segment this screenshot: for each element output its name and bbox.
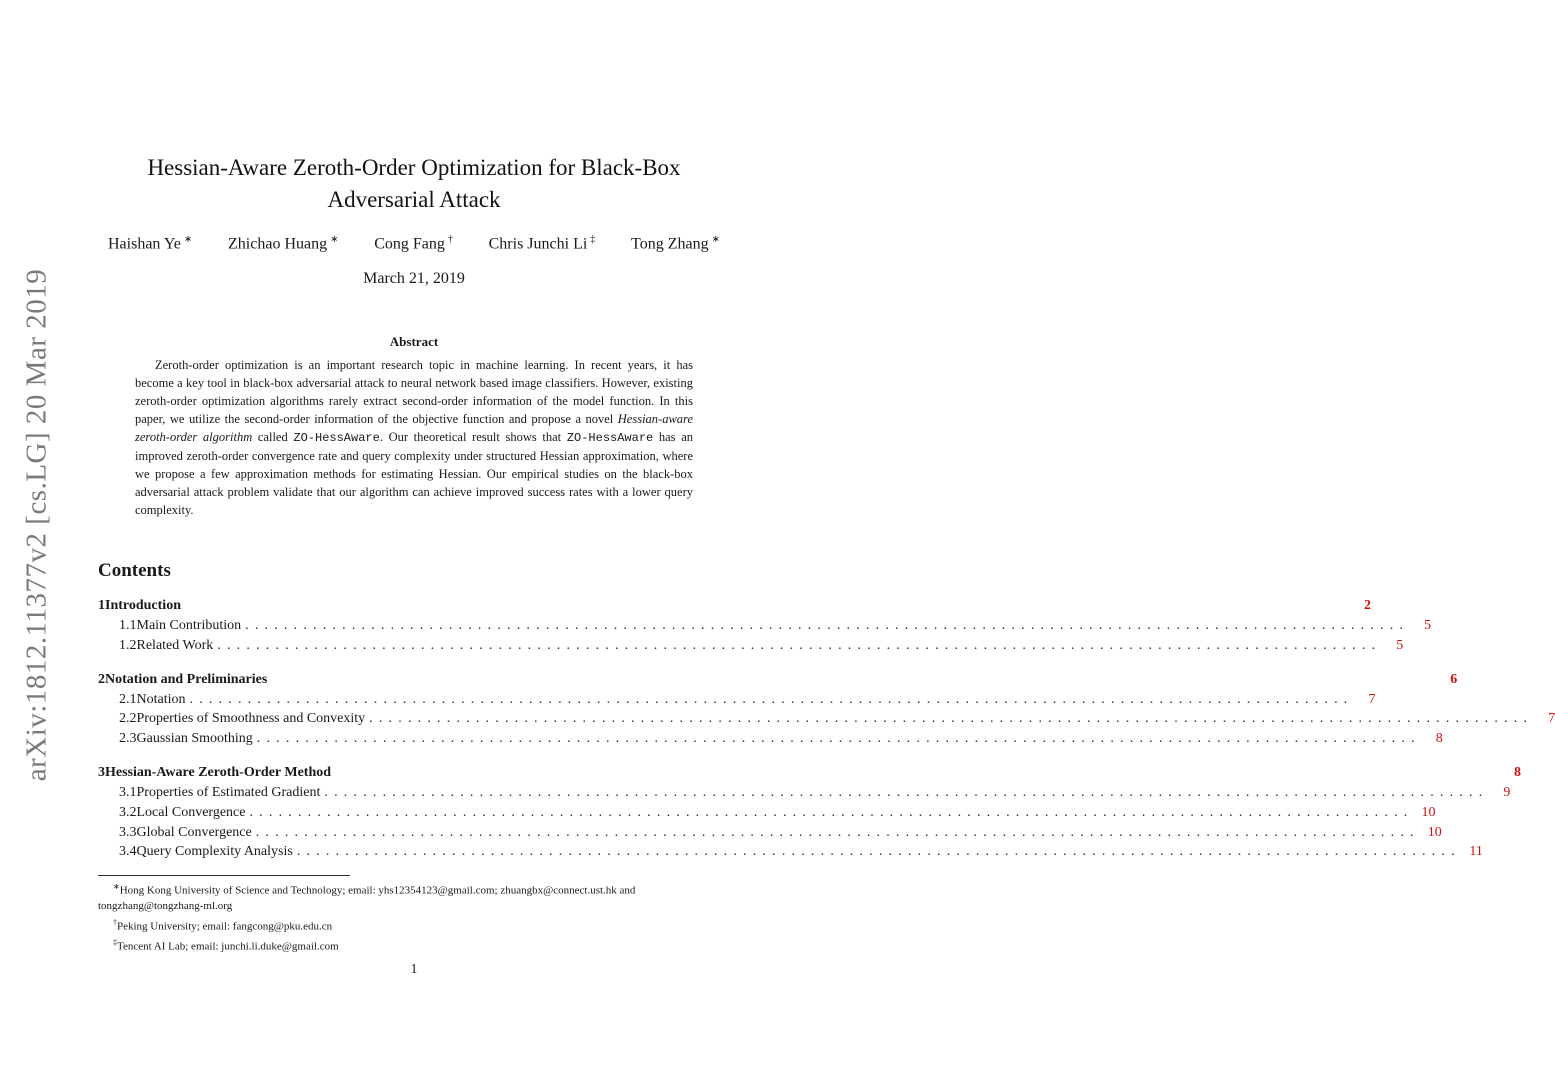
- author: Zhichao Huang ∗: [228, 234, 339, 253]
- abstract-heading: Abstract: [389, 334, 439, 349]
- toc-page-link[interactable]: 11: [1469, 844, 1483, 860]
- toc-page-link[interactable]: 9: [1503, 784, 1511, 800]
- toc-page-link[interactable]: 8: [1514, 764, 1522, 780]
- author: Cong Fang †: [374, 234, 453, 253]
- algorithm-name: ZO-HessAware: [293, 431, 380, 445]
- footnote: ‡Tencent AI Lab; email: junchi.li.duke@gmail.com: [113, 937, 339, 953]
- title-line-1: Hessian-Aware Zeroth-Order Optimization for Black-Box: [147, 155, 681, 180]
- toc-subsection[interactable]: 2.1 Notation ........................................................................................................................ 7: [119, 691, 1376, 707]
- toc-subsection[interactable]: 3.1 Properties of Estimated Gradient ........................................................................................................................ 9: [119, 784, 1511, 800]
- contents-heading: Contents: [98, 560, 171, 581]
- arxiv-stamp-text: arXiv:1812.11377v2 [cs.LG] 20 Mar 2019: [20, 268, 53, 782]
- paper-title: [100, 152, 728, 216]
- toc-page-link[interactable]: 8: [1435, 731, 1443, 747]
- abstract-body: Zeroth-order optimization is an important research topic in machine learning. In recent years, it has become a key tool in black-box adversarial attack to neural network based image classifiers. However, existing zeroth-order optimization algorithms rarely extract second-order information of the model function. In this paper, we utilize the second-order information of the objective function and propose a novel Hessian-aware zeroth-order algorithm called ZO-HessAware. Our theoretical result shows that ZO-HessAware has an improved zeroth-order convergence rate and query complexity under structured Hessian approximation, where we propose a few approximation methods for estimating Hessian. Our empirical studies on the black-box adversarial attack problem validate that our algorithm can achieve improved success rates with a lower query complexity.: [135, 358, 693, 517]
- footnote: †Peking University; email: fangcong@pku.edu.cn: [113, 917, 333, 933]
- toc-page-link[interactable]: 5: [1396, 637, 1404, 653]
- toc-page-link[interactable]: 10: [1427, 824, 1442, 840]
- abstract-emphasis: Hessian-aware zeroth-order algorithm: [135, 412, 693, 444]
- toc-subsection[interactable]: 1.1 Main Contribution ........................................................................................................................ 5: [119, 618, 1432, 633]
- toc-subsection[interactable]: 2.2 Properties of Smoothness and Convexity ........................................................................................................................ 7: [119, 711, 1555, 727]
- footnotes: [98, 879, 730, 955]
- footnote: ∗Hong Kong University of Science and Technology; email: yhs12354123@gmail.com; zhuangbx@connect.ust.hk and tongzhang@tongzhang-ml.org: [98, 882, 636, 913]
- author-list: [100, 234, 728, 253]
- toc-subsection[interactable]: 2.3 Gaussian Smoothing ........................................................................................................................ 8: [119, 731, 1443, 747]
- toc-page-link[interactable]: 7: [1548, 711, 1555, 727]
- toc-subsection[interactable]: 3.4 Query Complexity Analysis ........................................................................................................................ 11: [119, 844, 1483, 860]
- paper-date: March 21, 2019: [363, 270, 465, 287]
- toc-section[interactable]: 3 Hessian-Aware Zeroth-Order Method 8: [98, 764, 1522, 780]
- page-number: 1: [410, 962, 418, 977]
- author: Tong Zhang ∗: [631, 234, 720, 253]
- toc-subsection[interactable]: 3.3 Global Convergence ........................................................................................................................ 10: [119, 824, 1442, 840]
- toc-section[interactable]: 1 Introduction 2: [98, 598, 1371, 613]
- toc-section[interactable]: 2 Notation and Preliminaries 6: [98, 671, 1458, 687]
- algorithm-name: ZO-HessAware: [566, 431, 654, 445]
- author: Chris Junchi Li ‡: [488, 234, 596, 253]
- toc-subsection[interactable]: 1.2 Related Work ........................................................................................................................ 5: [119, 637, 1404, 653]
- footnote-divider: [98, 875, 350, 876]
- toc-page-link[interactable]: 5: [1424, 618, 1432, 633]
- toc-page-link[interactable]: 6: [1450, 671, 1458, 687]
- toc-page-link[interactable]: 7: [1368, 691, 1376, 707]
- toc-page-link[interactable]: 10: [1421, 804, 1436, 820]
- table-of-contents: [98, 598, 1555, 864]
- toc-subsection[interactable]: 3.2 Local Convergence ........................................................................................................................ 10: [119, 804, 1436, 820]
- toc-page-link[interactable]: 2: [1363, 598, 1371, 613]
- arxiv-stamp: [17, 268, 57, 782]
- title-line-2: Adversarial Attack: [327, 187, 501, 212]
- author: Haishan Ye ∗: [108, 234, 193, 253]
